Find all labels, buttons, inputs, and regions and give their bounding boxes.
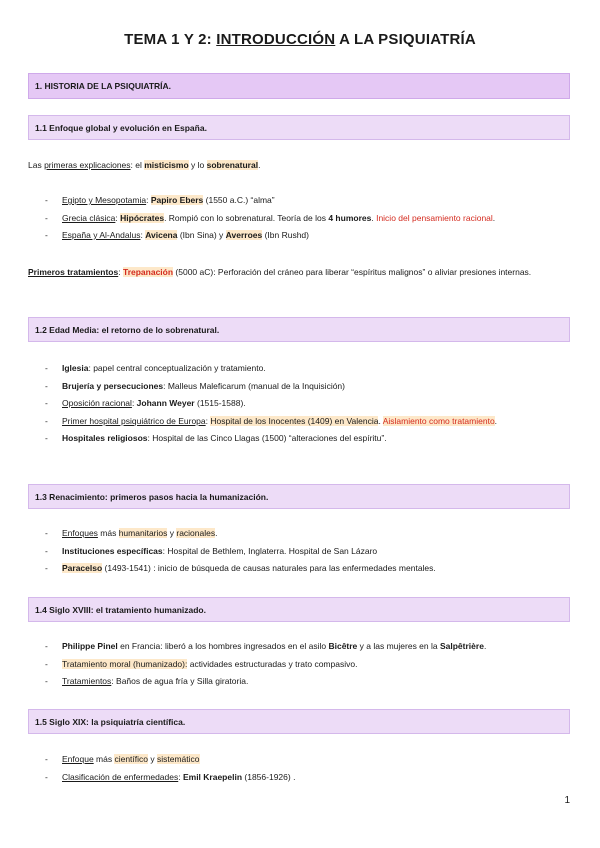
list-item: - España y Al-Andalus: Avicena (Ibn Sina) y Averroes (Ibn Rushd) — [28, 227, 570, 243]
list-item: - Paracelso (1493-1541) : inicio de búsqueda de causas naturales para las enfermedades mentales. — [28, 560, 570, 576]
page-number: 1 — [564, 795, 570, 806]
list-item: - Tratamiento moral (humanizado): actividades estructuradas y trato compasivo. — [28, 656, 570, 672]
list-item: - Philippe Pinel en Francia: liberó a los hombres ingresados en el asilo Bicêtre y a las mujeres en la Salpêtrière. — [28, 638, 570, 654]
list-1-1 — [28, 192, 570, 245]
list-item: - Grecia clásica: Hipócrates. Rompió con lo sobrenatural. Teoría de los 4 humores. Inicio del pensamiento racional. — [28, 210, 570, 226]
document-title: TEMA 1 Y 2: INTRODUCCIÓN A LA PSIQUIATRÍA — [124, 31, 476, 48]
section-heading-1: 1. HISTORIA DE LA PSIQUIATRÍA. — [28, 73, 570, 99]
subsection-heading-1-5: 1.5 Siglo XIX: la psiquiatría científica. — [28, 709, 570, 734]
list-1-5 — [28, 751, 570, 786]
list-item: - Tratamientos: Baños de agua fría y Silla giratoria. — [28, 673, 570, 689]
list-item: - Enfoque más científico y sistemático — [28, 751, 570, 767]
list-item: - Primer hospital psiquiátrico de Europa: Hospital de los Inocentes (1409) en Valencia. Aislamiento como tratamiento. — [28, 413, 570, 429]
subsection-heading-1-2: 1.2 Edad Media: el retorno de lo sobrenatural. — [28, 317, 570, 342]
list-item: - Clasificación de enfermedades: Emil Kraepelin (1856-1926) . — [28, 769, 570, 785]
list-1-3 — [28, 525, 570, 578]
list-item: - Brujería y persecuciones: Malleus Maleficarum (manual de la Inquisición) — [28, 378, 570, 394]
list-1-4 — [28, 638, 570, 691]
list-item: - Enfoques más humanitarios y racionales. — [28, 525, 570, 541]
list-item: - Iglesia: papel central conceptualización y tratamiento. — [28, 360, 570, 376]
title-underlined: INTRODUCCIÓN — [216, 31, 336, 48]
subsection-heading-1-3: 1.3 Renacimiento: primeros pasos hacia la humanización. — [28, 484, 570, 509]
list-1-2 — [28, 360, 570, 448]
list-item: - Oposición racional: Johann Weyer (1515-1588). — [28, 395, 570, 411]
tratamientos-paragraph: Primeros tratamientos: Trepanación (5000 aC): Perforación del cráneo para liberar “espíritus malignos” o aliviar presiones internas. — [28, 267, 532, 277]
intro-paragraph: Las primeras explicaciones: el misticismo y lo sobrenatural. — [28, 160, 261, 170]
list-item: - Instituciones específicas: Hospital de Bethlem, Inglaterra. Hospital de San Lázaro — [28, 543, 570, 559]
list-item: - Egipto y Mesopotamia: Papiro Ebers (1550 a.C.) “alma” — [28, 192, 570, 208]
subsection-heading-1-4: 1.4 Siglo XVIII: el tratamiento humanizado. — [28, 597, 570, 622]
subsection-heading-1-1: 1.1 Enfoque global y evolución en España. — [28, 115, 570, 140]
list-item: - Hospitales religiosos: Hospital de las Cinco Llagas (1500) “alteraciones del espíritu”. — [28, 430, 570, 446]
